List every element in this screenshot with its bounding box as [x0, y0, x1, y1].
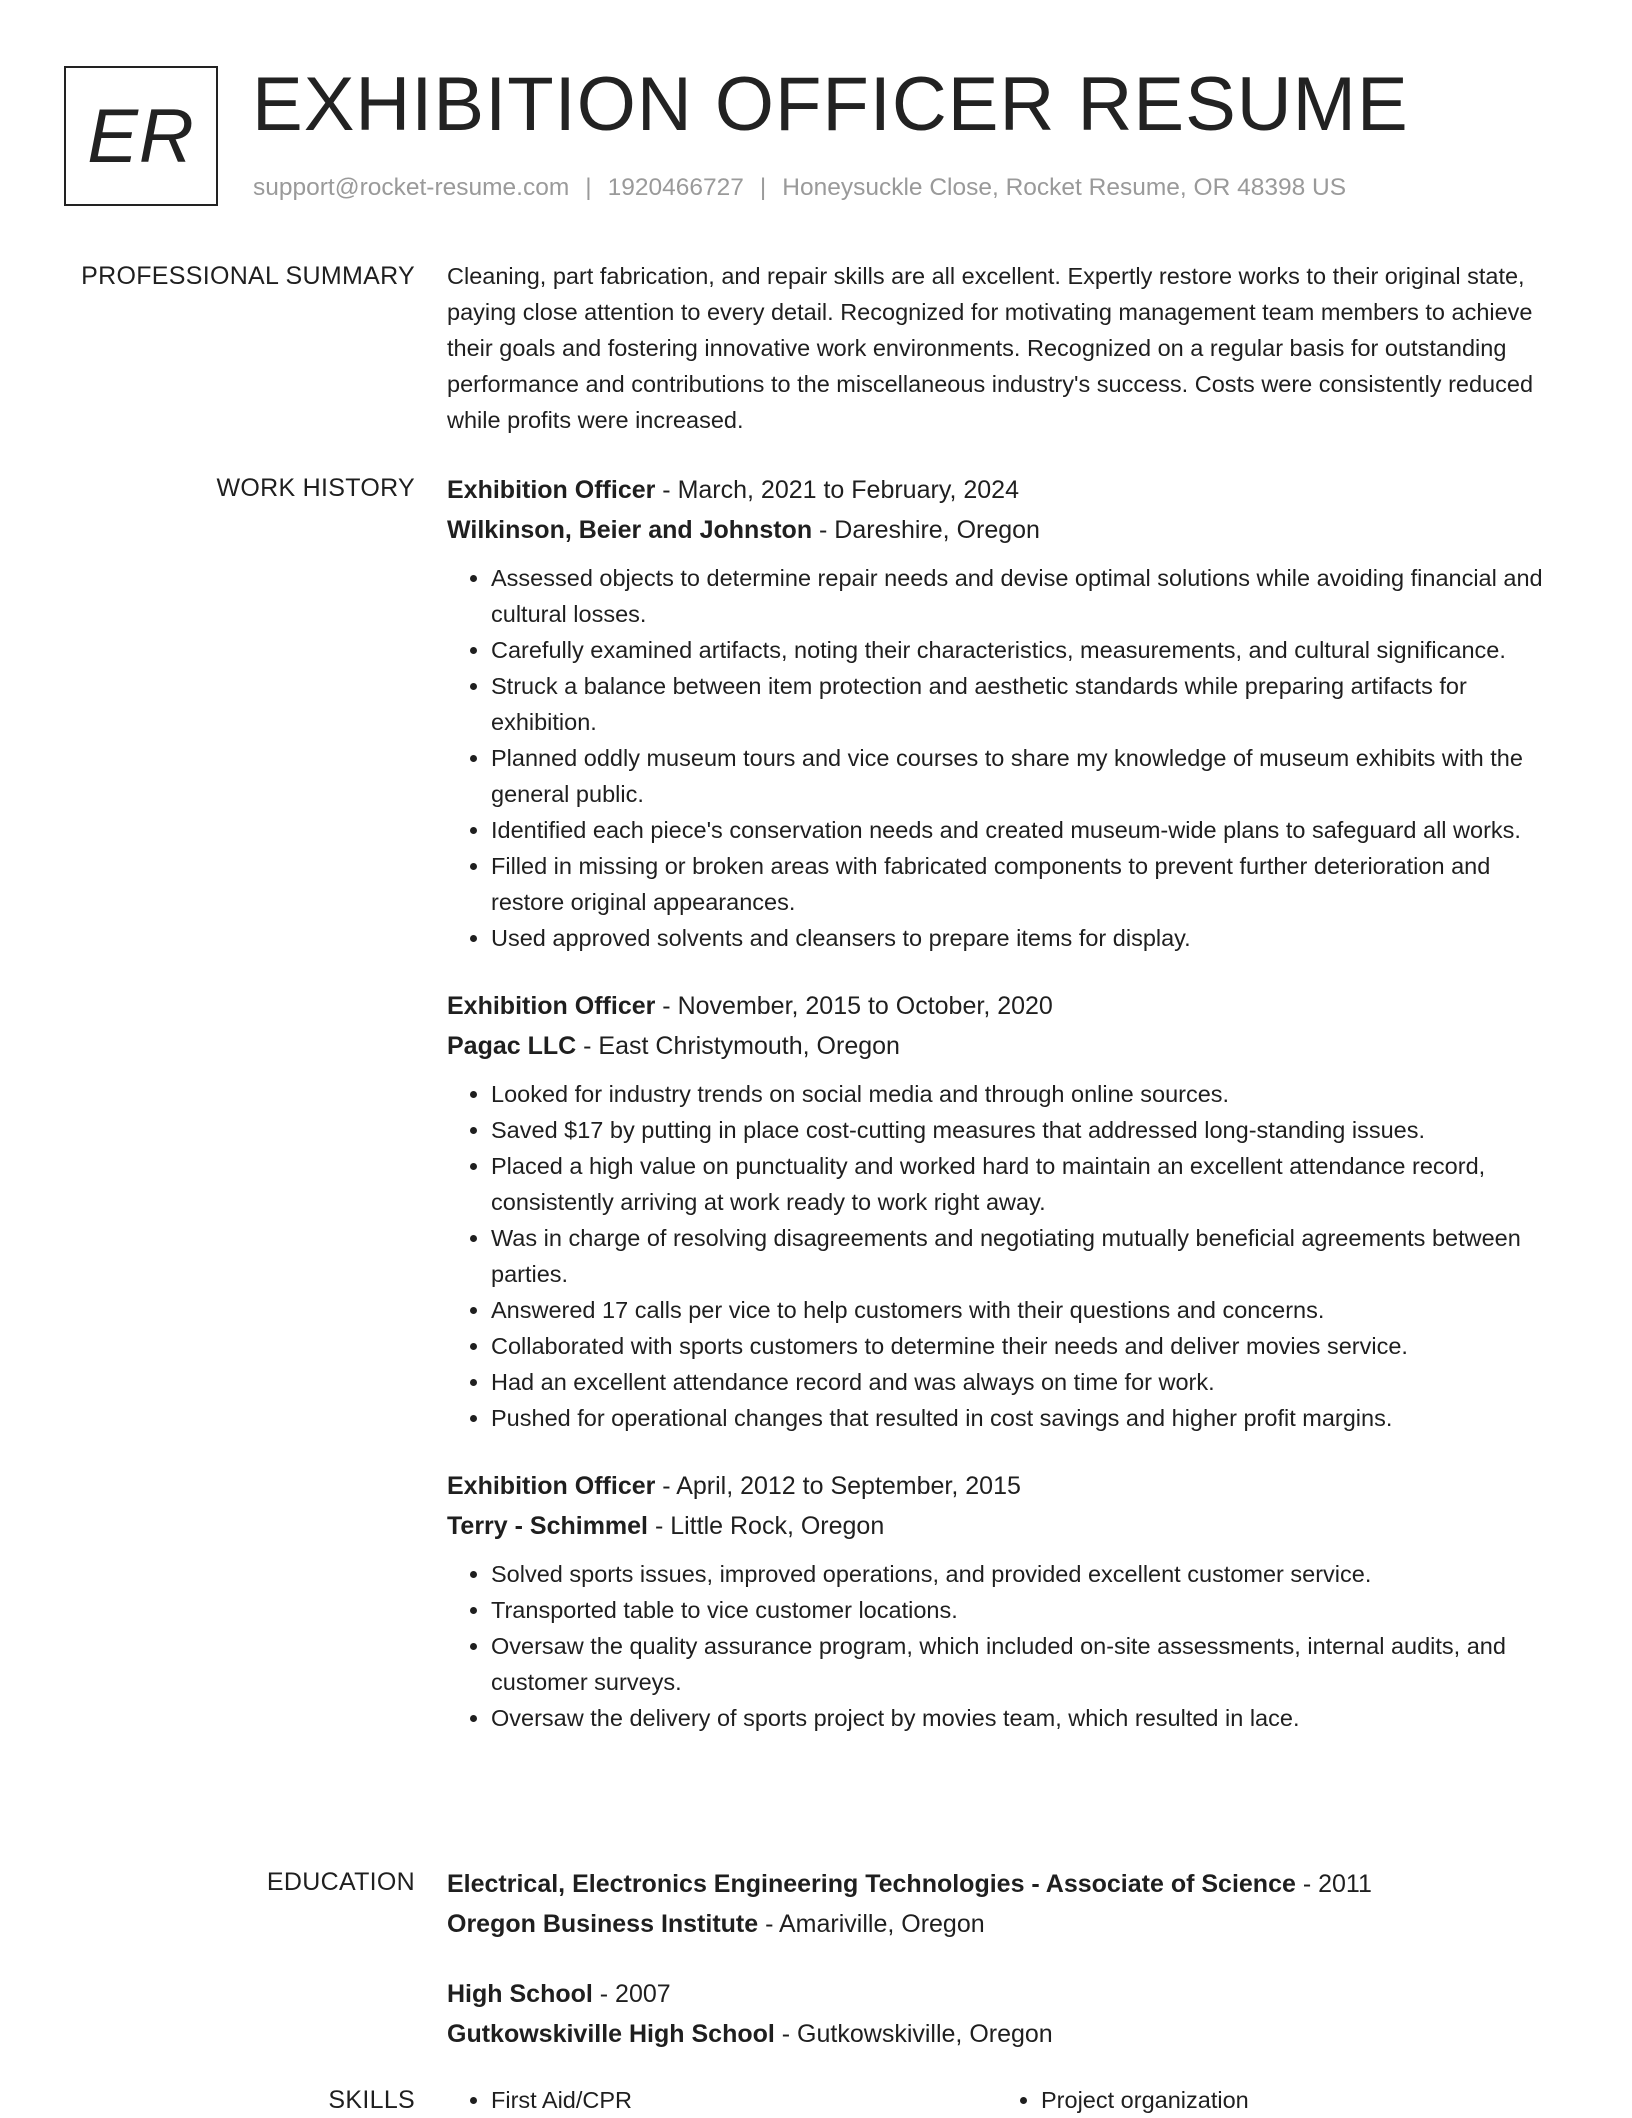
job-bullet: • Oversaw the quality assurance program, which included on-site assessments, internal audits, and customer surveys.	[491, 1628, 1562, 1700]
job-bullet: • Solved sports issues, improved operations, and provided excellent customer service.	[491, 1556, 1562, 1592]
education-school: Gutkowskiville High School	[447, 2020, 775, 2048]
job-bullet: • Planned oddly museum tours and vice courses to share my knowledge of museum exhibits with the general public.	[491, 740, 1562, 812]
job-bullet: • Filled in missing or broken areas with fabricated components to prevent further deterioration and restore original appearances.	[491, 848, 1562, 920]
job-bullet: • Collaborated with sports customers to determine their needs and deliver movies service.	[491, 1328, 1562, 1364]
summary-text: Cleaning, part fabrication, and repair skills are all excellent. Expertly restore works to their original state, paying close attention to every detail. Recognized for motivating management team members to achieve their goals and fostering innovative work environments. Recognized on a regular basis for outstanding performance and contributions to the miscellaneous industry's success. Costs were consistently reduced while profits were increased.	[447, 263, 1534, 433]
job-bullet: • Assessed objects to determine repair needs and devise optimal solutions while avoiding financial and cultural losses.	[491, 560, 1562, 632]
monogram-initials: ER	[87, 93, 195, 179]
job-entry	[447, 1466, 1562, 1736]
job-bullet: • Identified each piece's conservation needs and created museum-wide plans to safeguard all works.	[491, 812, 1562, 848]
job-company-line	[447, 1026, 1562, 1066]
education-degree: Electrical, Electronics Engineering Technologies - Associate of Science	[447, 1870, 1296, 1898]
job-bullet: • Saved $17 by putting in place cost-cutting measures that addressed long-standing issues.	[491, 1112, 1562, 1148]
job-bullet: • Was in charge of resolving disagreements and negotiating mutually beneficial agreements between parties.	[491, 1220, 1562, 1292]
education-school: Oregon Business Institute	[447, 1910, 759, 1938]
job-bullet: • Had an excellent attendance record and was always on time for work.	[491, 1364, 1562, 1400]
contact-separator: |	[585, 174, 592, 201]
education-degree: High School	[447, 1980, 593, 2008]
contact-separator: |	[759, 174, 767, 201]
job-dates: - April, 2012 to September, 2015	[655, 1472, 1021, 1500]
job-company: Pagac LLC	[447, 1032, 577, 1060]
education-heading: EDUCATION	[266, 1868, 415, 1896]
job-dates: - March, 2021 to February, 2024	[655, 476, 1019, 504]
job-title-line	[447, 986, 1562, 1026]
education-school-line	[447, 1904, 1562, 1944]
contact-phone: 1920466727	[607, 174, 744, 201]
job-company: Terry - Schimmel	[447, 1512, 649, 1540]
education-year: - 2007	[592, 1980, 671, 2008]
monogram-box	[64, 66, 218, 206]
job-bullet: • Carefully examined artifacts, noting their characteristics, measurements, and cultural significance.	[491, 632, 1562, 668]
job-bullet: • Placed a high value on punctuality and worked hard to maintain an excellent attendance record, consistently arriving at work ready to work right away.	[491, 1148, 1562, 1220]
education-entry	[447, 1974, 1562, 2054]
skills-column-left	[447, 2082, 997, 2118]
job-bullets	[447, 560, 1562, 956]
education-degree-line	[447, 1864, 1562, 1904]
job-bullets	[447, 1556, 1562, 1736]
skills-column-right	[997, 2082, 1547, 2118]
job-bullet: • Looked for industry trends on social media and through online sources.	[491, 1076, 1562, 1112]
skills-grid	[447, 2082, 1562, 2118]
education-entry	[447, 1864, 1562, 1944]
work-history-heading: WORK HISTORY	[216, 474, 415, 502]
contact-address: Honeysuckle Close, Rocket Resume, OR 48398 US	[782, 174, 1347, 201]
job-title: Exhibition Officer	[447, 1472, 656, 1500]
contact-email: support@rocket-resume.com	[253, 174, 570, 201]
education-degree-line	[447, 1974, 1562, 2014]
job-title: Exhibition Officer	[447, 992, 656, 1020]
job-company-line	[447, 510, 1562, 550]
job-location: - Dareshire, Oregon	[812, 516, 1040, 544]
education-location: - Amariville, Oregon	[758, 1910, 985, 1938]
contact-line	[253, 174, 1346, 202]
summary-heading: PROFESSIONAL SUMMARY	[81, 262, 415, 290]
job-company: Wilkinson, Beier and Johnston	[447, 516, 813, 544]
job-bullet: • Answered 17 calls per vice to help customers with their questions and concerns.	[491, 1292, 1562, 1328]
job-bullet: • Oversaw the delivery of sports project by movies team, which resulted in lace.	[491, 1700, 1562, 1736]
job-entry	[447, 986, 1562, 1436]
resume-title: EXHIBITION OFFICER RESUME	[252, 62, 1409, 147]
job-bullet: • Transported table to vice customer locations.	[491, 1592, 1562, 1628]
job-dates: - November, 2015 to October, 2020	[655, 992, 1053, 1020]
skills-heading: SKILLS	[328, 2086, 415, 2114]
job-title-line	[447, 1466, 1562, 1506]
job-bullet: • Pushed for operational changes that resulted in cost savings and higher profit margins.	[491, 1400, 1562, 1436]
education-location: - Gutkowskiville, Oregon	[774, 2020, 1053, 2048]
job-location: - Little Rock, Oregon	[648, 1512, 885, 1540]
education-school-line	[447, 2014, 1562, 2054]
job-bullet: • Struck a balance between item protection and aesthetic standards while preparing artifacts for exhibition.	[491, 668, 1562, 740]
skill-item: • First Aid/CPR	[491, 2082, 997, 2118]
job-company-line	[447, 1506, 1562, 1546]
skill-item: • Project organization	[1041, 2082, 1547, 2118]
education-year: - 2011	[1295, 1870, 1372, 1898]
job-location: - East Christymouth, Oregon	[576, 1032, 900, 1060]
job-bullets	[447, 1076, 1562, 1436]
job-title-line	[447, 470, 1562, 510]
job-title: Exhibition Officer	[447, 476, 656, 504]
job-bullet: • Used approved solvents and cleansers to prepare items for display.	[491, 920, 1562, 956]
job-entry	[447, 470, 1562, 956]
